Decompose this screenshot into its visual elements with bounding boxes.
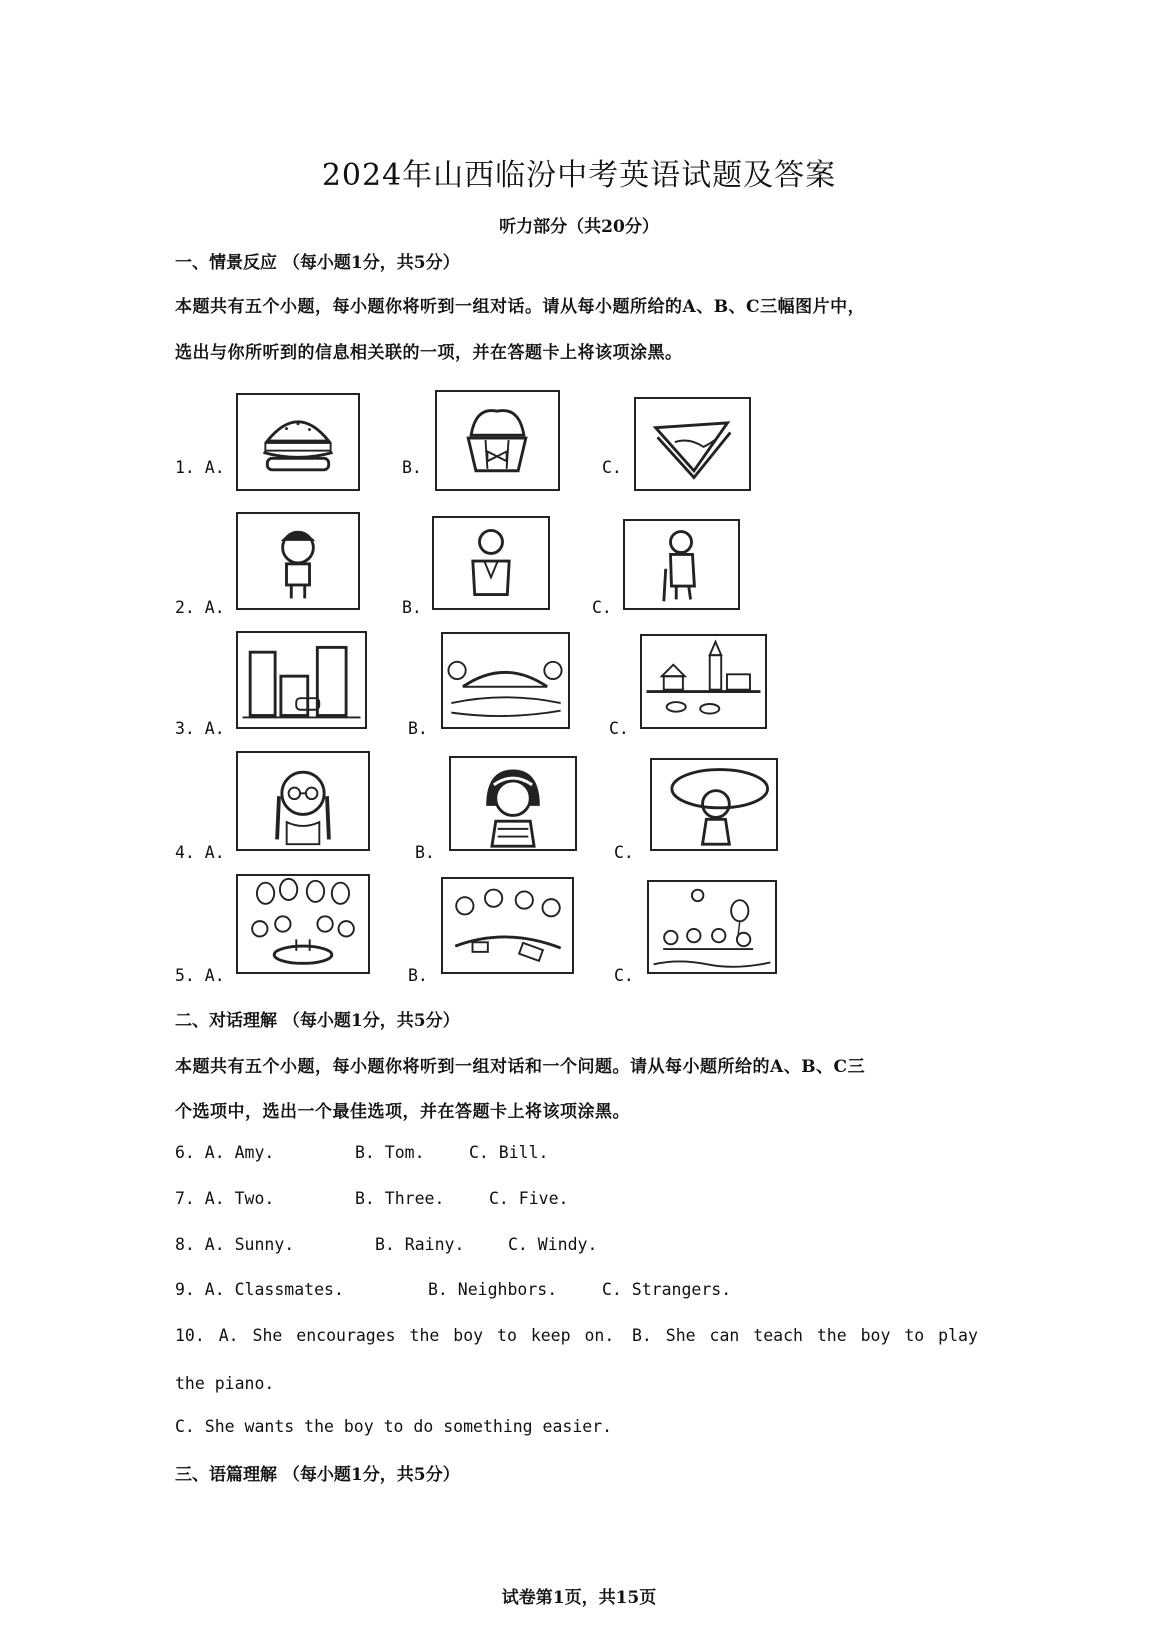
q9-option-c: C. Strangers.: [602, 1280, 732, 1299]
listening-subtitle: 听力部分（共20分）: [499, 217, 659, 237]
q9-option-a: 9. A. Classmates.: [175, 1280, 344, 1299]
group-discussion-icon: [441, 877, 574, 974]
section2-instructions-line1: 本题共有五个小题，每小题你将听到一组对话和一个问题。请从每小题所给的A、B、C三: [175, 1057, 866, 1077]
q4-c-label: C.: [614, 843, 634, 862]
section1-heading: 一、情景反应 （每小题1分，共5分）: [175, 253, 460, 273]
q10-option-c: C. She wants the boy to do something easier.: [175, 1417, 613, 1436]
q2-b-label: B.: [402, 598, 422, 617]
q8-option-a: 8. A. Sunny.: [175, 1235, 295, 1254]
page-title: 2024年山西临汾中考英语试题及答案: [321, 158, 837, 193]
q10-option-b-continued: the piano.: [175, 1374, 275, 1393]
q10-option-b: B. She can teach the boy to play: [632, 1326, 978, 1345]
cupcake-icon: [435, 390, 560, 491]
q1-a-label: 1. A.: [175, 458, 225, 477]
q1-b-label: B.: [402, 458, 422, 477]
hamburger-icon: [236, 393, 360, 491]
q8-option-c: C. Windy.: [508, 1235, 598, 1254]
man-in-suit-icon: [432, 516, 550, 610]
page-footer: 试卷第1页，共15页: [501, 1588, 657, 1608]
q8-option-b: B. Rainy.: [375, 1235, 465, 1254]
q2-c-label: C.: [592, 598, 612, 617]
q6-option-a: 6. A. Amy.: [175, 1143, 275, 1162]
q3-a-label: 3. A.: [175, 719, 225, 738]
old-man-with-cane-icon: [623, 519, 740, 610]
q5-b-label: B.: [408, 966, 428, 985]
city-buildings-icon: [236, 631, 367, 729]
q7-option-c: C. Five.: [489, 1189, 569, 1208]
q4-a-label: 4. A.: [175, 843, 225, 862]
q5-c-label: C.: [614, 966, 634, 985]
girl-with-sunhat-icon: [650, 758, 778, 851]
q3-c-label: C.: [609, 719, 629, 738]
girl-with-glasses-icon: [236, 751, 370, 851]
sandwich-icon: [634, 397, 751, 491]
q5-a-label: 5. A.: [175, 966, 225, 985]
section1-instructions-line2: 选出与你所听到的信息相关联的一项，并在答题卡上将该项涂黑。: [175, 343, 683, 363]
q6-option-c: C. Bill.: [469, 1143, 549, 1162]
q6-option-b: B. Tom.: [355, 1143, 425, 1162]
village-countryside-icon: [640, 634, 767, 729]
section1-instructions-line1: 本题共有五个小题，每小题你将听到一组对话。请从每小题所给的A、B、C三幅图片中，: [175, 297, 866, 317]
q7-option-b: B. Three.: [355, 1189, 445, 1208]
section2-instructions-line2: 个选项中，选出一个最佳选项，并在答题卡上将该项涂黑。: [175, 1102, 630, 1122]
boy-with-cap-icon: [236, 512, 360, 610]
birthday-party-icon: [236, 874, 370, 974]
q7-option-a: 7. A. Two.: [175, 1189, 275, 1208]
section2-heading: 二、对话理解 （每小题1分，共5分）: [175, 1011, 460, 1031]
q2-a-label: 2. A.: [175, 598, 225, 617]
q9-option-b: B. Neighbors.: [428, 1280, 558, 1299]
q3-b-label: B.: [408, 719, 428, 738]
section3-heading: 三、语篇理解 （每小题1分，共5分）: [175, 1465, 460, 1485]
q10-option-a: 10. A. She encourages the boy to keep on.: [175, 1326, 615, 1345]
children-playing-outdoors-icon: [647, 880, 777, 974]
q4-b-label: B.: [415, 843, 435, 862]
park-bridge-icon: [441, 632, 570, 729]
girl-with-headband-icon: [449, 756, 577, 851]
q1-c-label: C.: [602, 458, 622, 477]
